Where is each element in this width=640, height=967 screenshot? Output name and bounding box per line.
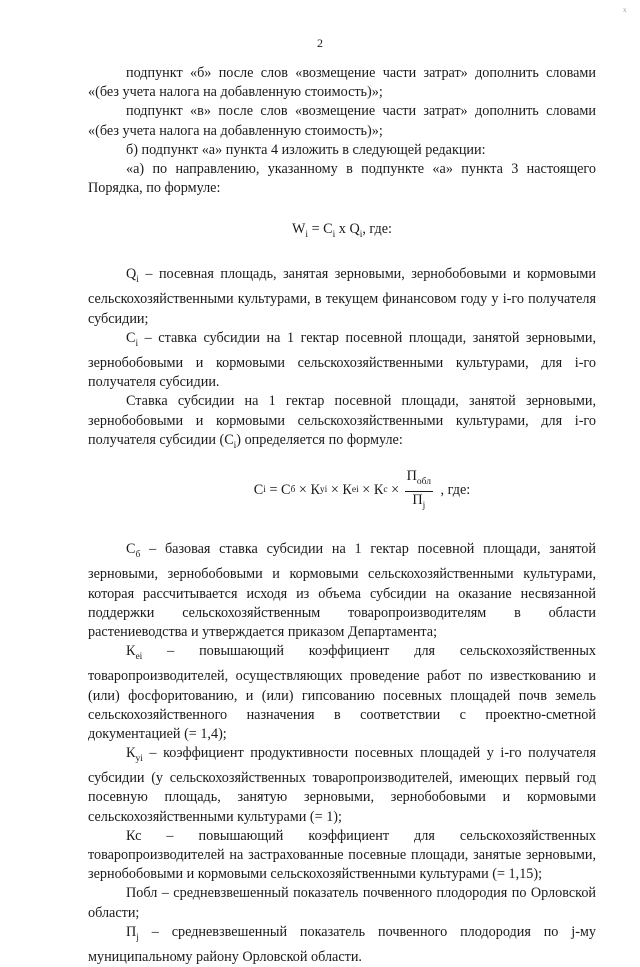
formula-w: $W_i = C_i$ x $Q_i$, где: bbox=[291, 221, 392, 241]
soil-fertility-fraction bbox=[405, 468, 433, 515]
definition-cb: $С_б$ – базовая ставка субсидии на 1 гектар посевной площади, занятой зерновыми, зернобобовыми и кормовыми сельскохозяйственными культурами, которая рассчитывается исходя из объема субсидии на оказание несвязанной поддержки сельскохозяйственным товаропроизводителям в области растениеводства и утверждается приказом Департамента; bbox=[88, 541, 596, 641]
paragraph-amendment-a: «а) по направлению, указанному в подпункте «а» пункта 3 настоящего Порядка, по формуле: bbox=[88, 161, 596, 197]
fraction-numerator: $П_{обл}$ bbox=[405, 468, 433, 492]
formula-c: C i = С б × К yi × К ei × К c × $\frac{П_{обл}}{П_j}$ , где: bbox=[88, 468, 596, 515]
definition-pj: $П_j$ – средневзвешенный показатель почвенного плодородия по j-му муниципальному району Орловской области. bbox=[88, 923, 596, 965]
paragraph-amendment-b: б) подпункт «а» пункта 4 изложить в следующей редакции: bbox=[126, 141, 486, 158]
document-body bbox=[88, 64, 596, 967]
paragraph-rate-intro: Ставка субсидии на 1 гектар посевной площади, занятой зерновыми, зернобобовыми и кормовыми сельскохозяйственными культурами, для i-го получателя субсидии $(C_i)$ определяется по формуле: bbox=[88, 393, 596, 451]
paragraph-subpoint-b: подпункт «б» после слов «возмещение части затрат» дополнить словами «(без учета налога на добавленную стоимость)»; bbox=[88, 65, 596, 101]
corner-mark: х bbox=[623, 6, 627, 14]
definition-pobl: Побл – средневзвешенный показатель почвенного плодородия по Орловской области; bbox=[88, 885, 596, 921]
fraction-denominator: $П_j$ bbox=[412, 491, 426, 511]
definition-q: $Q_i$ – посевная площадь, занятая зерновыми, зернобобовыми и кормовыми сельскохозяйственными культурами, в текущем финансовом году у i-го получателя субсидии; bbox=[88, 266, 596, 327]
paragraph-subpoint-v: подпункт «в» после слов «возмещение части затрат» дополнить словами «(без учета налога на добавленную стоимость)»; bbox=[88, 103, 596, 139]
definition-kc: Кс – повышающий коэффициент для сельскохозяйственных товаропроизводителей на застрахованные посевные площади, занятые зерновыми, зернобобовыми и кормовыми сельскохозяйственными культурами (= 1,15); bbox=[88, 827, 596, 883]
definition-kyi: $К_{yi}$ – коэффициент продуктивности посевных площадей у i-го получателя субсидии (у сельскохозяйственных товаропроизводителей, имеющих первый год посевную площадь, занятую зерновыми, зернобобовыми и кормовыми сельскохозяйственными культурами (= 1); bbox=[88, 745, 596, 825]
definition-c: $C_i$ – ставка субсидии на 1 гектар посевной площади, занятой зерновыми, зернобобовыми и кормовыми сельскохозяйственными культурами, для i-го получателя субсидии. bbox=[88, 329, 596, 391]
page-number: 2 bbox=[317, 36, 323, 50]
definition-kei: $К_{ei}$ – повышающий коэффициент для сельскохозяйственных товаропроизводителей, осуществляющих проведение работ по известкованию и (или) фосфоритованию, и (или) гипсованию посевных площадей почв земель сельскохозяйственного назначения в соответствии с проектно-сметной документацией (= 1,4); bbox=[88, 643, 596, 742]
